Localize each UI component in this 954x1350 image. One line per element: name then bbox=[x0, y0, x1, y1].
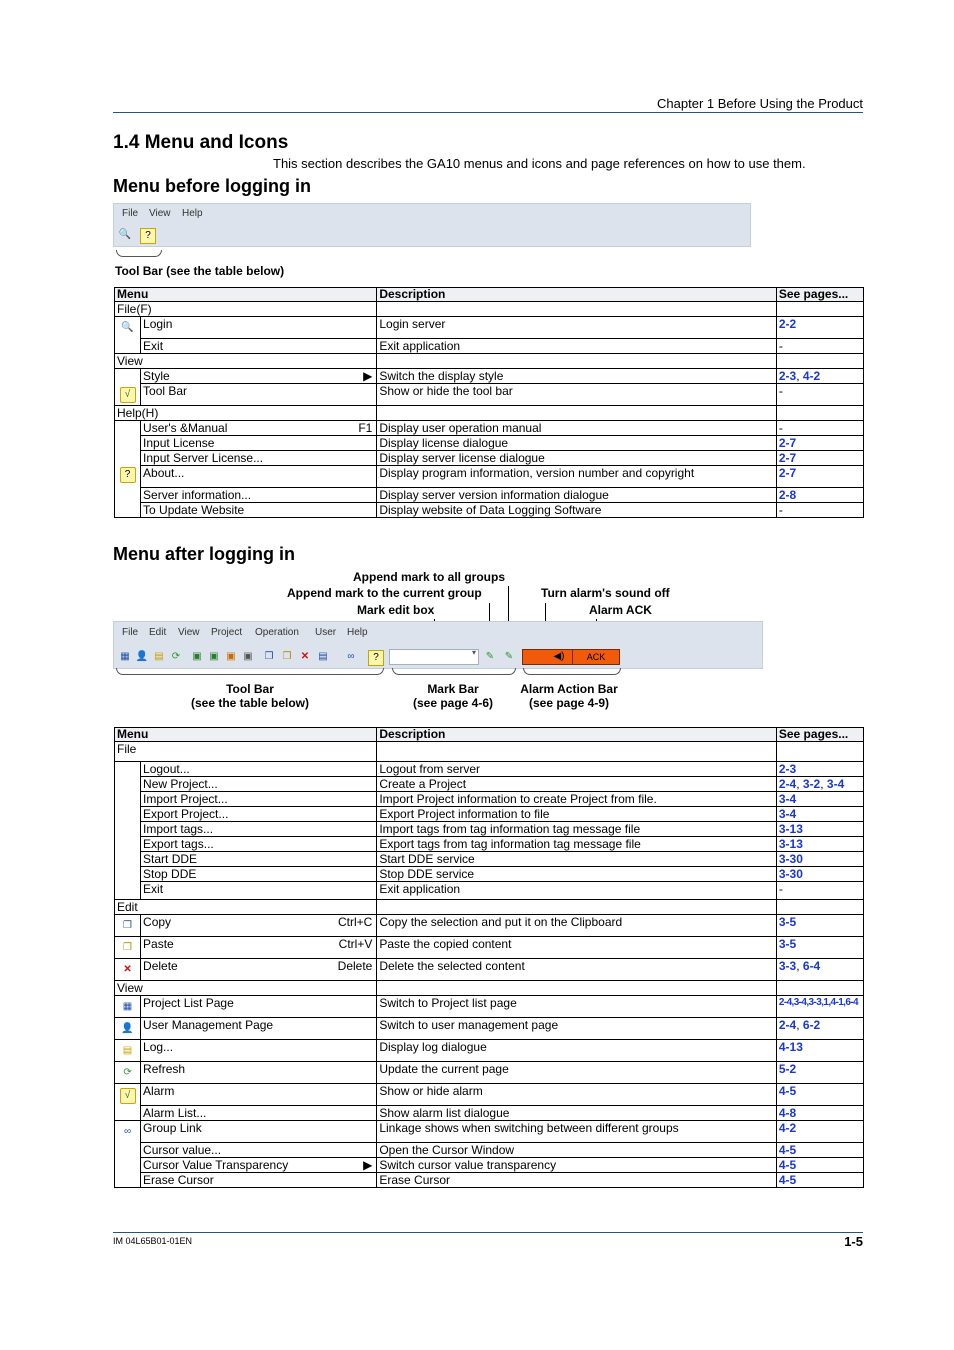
before-login-title: Menu before logging in bbox=[113, 176, 311, 196]
help-icon: ? bbox=[120, 467, 136, 483]
markbar-brace bbox=[392, 668, 516, 675]
mark-edit-box[interactable] bbox=[389, 649, 479, 665]
table-row: File bbox=[115, 742, 864, 762]
table-row: File(F) bbox=[115, 302, 864, 317]
refresh-icon: ⟳ bbox=[123, 1067, 132, 1078]
menu-help[interactable]: Help bbox=[182, 208, 203, 219]
table-row: Cursor value... Open the Cursor Window 4-5 bbox=[115, 1143, 864, 1158]
menu-file[interactable]: File bbox=[122, 208, 139, 219]
chapter-header: Chapter 1 Before Using the Product bbox=[657, 96, 863, 111]
markbar-caption: Mark Bar (see page 4-6) bbox=[412, 682, 494, 710]
toolbar-caption: Tool Bar (see the table below) bbox=[190, 682, 310, 710]
delete-icon: ✕ bbox=[123, 964, 132, 975]
table-row: Logout... Logout from server 2-3 bbox=[115, 762, 864, 777]
table-row: To Update Website Display website of Data Logging Software - bbox=[115, 503, 864, 518]
new-project-icon[interactable]: ▣ bbox=[192, 651, 202, 662]
table-row: Import tags... Import tags from tag information tag message file 3-13 bbox=[115, 822, 864, 837]
table-row: 👤 User Management Page Switch to user management page 2-4, 6-2 bbox=[115, 1018, 864, 1040]
help-icon[interactable]: ? bbox=[140, 228, 156, 244]
alarm-list-icon[interactable]: ▤ bbox=[318, 651, 328, 662]
table-row: Cursor Value Transparency ▶ Switch cursor value transparency 4-5 bbox=[115, 1158, 864, 1173]
alarmbar-caption: Alarm Action Bar (see page 4-9) bbox=[520, 682, 618, 710]
table-row: Input License Display license dialogue 2-7 bbox=[115, 436, 864, 451]
project-list-icon: ▦ bbox=[122, 1001, 133, 1012]
callout-sound-off: Turn alarm's sound off bbox=[541, 586, 670, 600]
menu-file[interactable]: File bbox=[122, 627, 139, 638]
table-row: √ Style ▶ Switch the display style 2-3, 4-2 bbox=[115, 369, 864, 384]
table-row: New Project... Create a Project 2-4, 3-2, 3-4 bbox=[115, 777, 864, 792]
checkmark-icon: √ bbox=[120, 1088, 136, 1104]
table-row: Input Server License... Display server license dialogue 2-7 bbox=[115, 451, 864, 466]
group-link-icon: ∞ bbox=[123, 1126, 132, 1137]
paste-icon[interactable]: ❐ bbox=[282, 651, 292, 662]
export-project-icon[interactable]: ▣ bbox=[226, 651, 236, 662]
table-row: ✕ Delete Delete Delete the selected content 3-3, 6-4 bbox=[115, 959, 864, 981]
table-row: ⟳ Refresh Update the current page 5-2 bbox=[115, 1062, 864, 1084]
table-row: ? User's &Manual F1 Display user operation manual - bbox=[115, 421, 864, 436]
callout-alarm-ack: Alarm ACK bbox=[589, 603, 652, 617]
refresh-icon[interactable]: ⟳ bbox=[171, 651, 181, 662]
before-menubar-screenshot bbox=[113, 203, 751, 247]
table-header: Menu Description See pages... bbox=[115, 288, 864, 302]
table-row: ▤ Log... Display log dialogue 4-13 bbox=[115, 1040, 864, 1062]
table-row: Export tags... Export tags from tag information tag message file 3-13 bbox=[115, 837, 864, 852]
delete-icon[interactable]: ✕ bbox=[300, 651, 310, 662]
table-row: ❐ Copy Ctrl+C Copy the selection and put it on the Clipboard 3-5 bbox=[115, 915, 864, 937]
login-icon: 🔍 bbox=[121, 322, 134, 333]
table-row: About... Display program information, version number and copyright 2-7 bbox=[115, 466, 864, 488]
submenu-arrow-icon: ▶ bbox=[363, 369, 373, 383]
callout-mark-edit: Mark edit box bbox=[357, 603, 435, 617]
paste-icon: ❐ bbox=[123, 942, 132, 953]
menu-project[interactable]: Project bbox=[211, 627, 243, 638]
menu-user[interactable]: User bbox=[315, 627, 337, 638]
append-all-groups-icon[interactable]: ✎ bbox=[504, 651, 514, 662]
table-row: ❐ Paste Ctrl+V Paste the copied content 3-5 bbox=[115, 937, 864, 959]
table-row: Exit Exit application - bbox=[115, 339, 864, 354]
after-login-table bbox=[114, 727, 864, 1188]
log-icon: ▤ bbox=[122, 1045, 133, 1056]
menu-view[interactable]: View bbox=[149, 208, 171, 219]
chevron-down-icon: ▾ bbox=[471, 648, 476, 657]
login-icon[interactable]: 🔍 bbox=[118, 229, 132, 240]
section-intro: This section describes the GA10 menus and icons and page references on how to use them. bbox=[273, 156, 806, 171]
alarmbar-brace bbox=[523, 668, 621, 675]
callout-all-groups: Append mark to all groups bbox=[353, 570, 506, 584]
table-row: Export Project... Export Project information to file 3-4 bbox=[115, 807, 864, 822]
menu-help[interactable]: Help bbox=[347, 627, 368, 638]
table-row: View bbox=[115, 354, 864, 369]
table-row: View bbox=[115, 981, 864, 996]
project-list-icon[interactable]: ▦ bbox=[120, 651, 130, 662]
section-title: 1.4 Menu and Icons bbox=[113, 132, 289, 153]
table-row: Stop DDE Stop DDE service 3-30 bbox=[115, 867, 864, 882]
table-row: √ Alarm Show or hide alarm 4-5 bbox=[115, 1084, 864, 1106]
toolbar-caption: Tool Bar (see the table below) bbox=[115, 264, 285, 278]
toolbar-brace bbox=[116, 668, 384, 675]
alarm-ack-button[interactable]: ACK bbox=[572, 649, 620, 665]
user-management-icon: 👤 bbox=[121, 1023, 134, 1034]
table-row: Help(H) bbox=[115, 406, 864, 421]
table-row: Edit bbox=[115, 900, 864, 915]
menu-edit[interactable]: Edit bbox=[149, 627, 167, 638]
table-row: Tool Bar Show or hide the tool bar - bbox=[115, 384, 864, 406]
user-management-icon[interactable]: 👤 bbox=[135, 651, 149, 662]
checkmark-icon: √ bbox=[120, 387, 136, 403]
group-link-icon[interactable]: ∞ bbox=[347, 651, 355, 662]
help-icon[interactable]: ? bbox=[368, 650, 384, 666]
menu-operation[interactable]: Operation bbox=[255, 627, 299, 638]
header-rule bbox=[113, 112, 863, 113]
table-row: Server information... Display server version information dialogue 2-8 bbox=[115, 488, 864, 503]
after-login-title: Menu after logging in bbox=[113, 544, 295, 564]
footer-rule bbox=[113, 1232, 863, 1233]
before-login-table bbox=[114, 287, 864, 518]
copy-icon[interactable]: ❐ bbox=[264, 651, 274, 662]
table-row: 🔍 Login Login server 2-2 bbox=[115, 317, 864, 339]
tags-icon[interactable]: ▣ bbox=[243, 651, 253, 662]
submenu-arrow-icon: ▶ bbox=[363, 1158, 373, 1172]
speaker-icon: ◀) bbox=[553, 651, 565, 662]
table-row: Erase Cursor Erase Cursor 4-5 bbox=[115, 1173, 864, 1188]
document-id: IM 04L65B01-01EN bbox=[113, 1236, 193, 1246]
table-row: ▦ Project List Page Switch to Project list page 2-4,3-4,3-3,1,4-1,6-4 bbox=[115, 996, 864, 1018]
after-menubar-screenshot bbox=[113, 621, 763, 669]
menu-view[interactable]: View bbox=[178, 627, 200, 638]
callout-current-group: Append mark to the current group bbox=[287, 586, 482, 600]
import-project-icon[interactable]: ▣ bbox=[209, 651, 219, 662]
log-icon[interactable]: ▤ bbox=[154, 651, 164, 662]
table-row: ∞ Group Link Linkage shows when switching between different groups 4-2 bbox=[115, 1121, 864, 1143]
page-number: 1-5 bbox=[844, 1234, 863, 1249]
table-row: Exit Exit application - bbox=[115, 882, 864, 900]
append-current-group-icon[interactable]: ✎ bbox=[485, 651, 495, 662]
table-row: Import Project... Import Project information to create Project from file. 3-4 bbox=[115, 792, 864, 807]
table-row: Alarm List... Show alarm list dialogue 4-8 bbox=[115, 1106, 864, 1121]
table-row: Start DDE Start DDE service 3-30 bbox=[115, 852, 864, 867]
toolbar-brace bbox=[116, 250, 162, 257]
copy-icon: ❐ bbox=[123, 920, 132, 931]
table-header: Menu Description See pages... bbox=[115, 728, 864, 742]
